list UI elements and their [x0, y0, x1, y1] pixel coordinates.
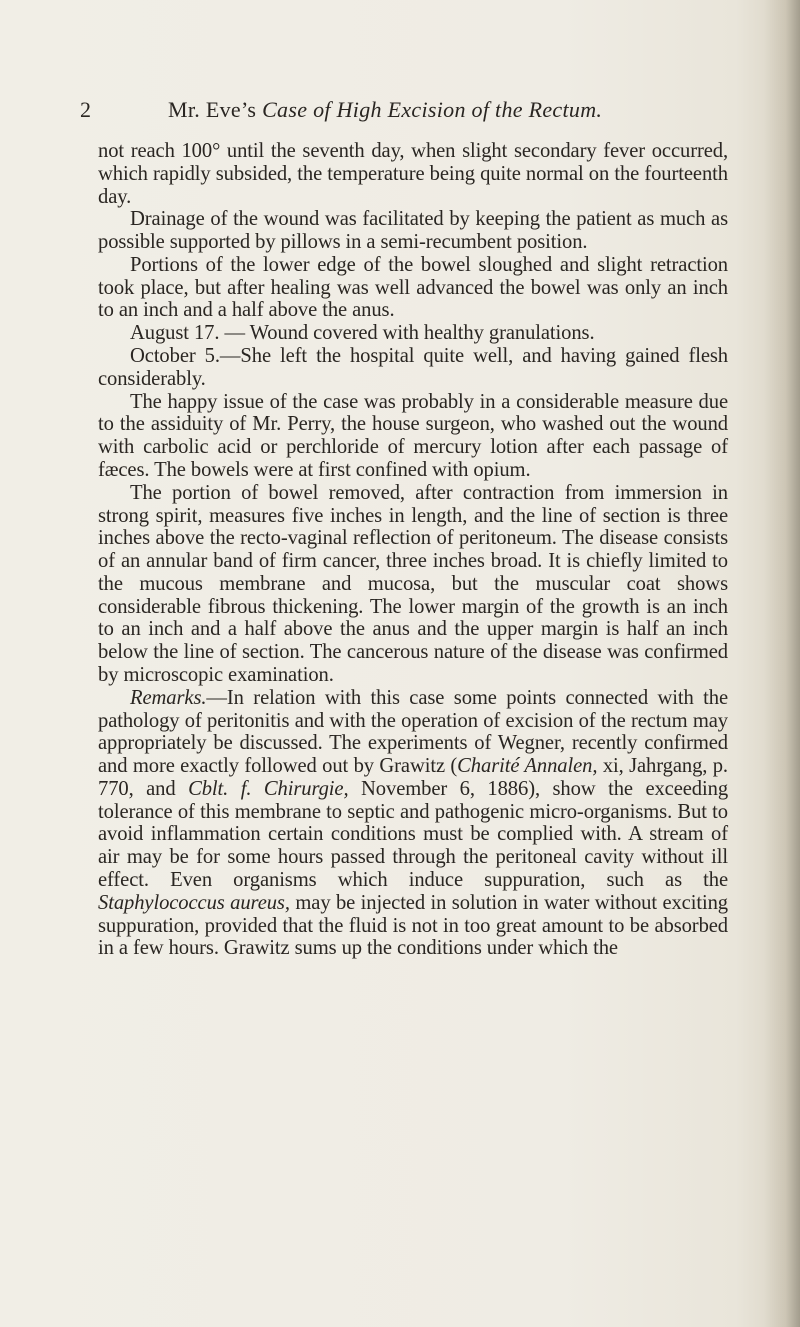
paragraph-happy-issue: The happy issue of the case was probably in a considerable measure due to the assiduity of Mr. Perry, the house surgeon, who washed out the wound with carbolic acid or perchloride of mercury lotion after each passage of fæces. The bowels were at first confined with opium. [98, 390, 728, 481]
body-text [98, 140, 728, 960]
paragraph-remarks [98, 687, 728, 960]
running-header [80, 97, 720, 131]
paragraph-august-17: August 17. — Wound covered with healthy granulations. [130, 322, 595, 345]
remarks-text-b: xi, Jahrgang, p. 770, and [98, 755, 728, 800]
remarks-label: Remarks. [130, 686, 207, 709]
paragraph-october-5: October 5.—She left the hospital quite well, and having gained flesh considerably. [98, 345, 728, 390]
paragraph-sloughing: Portions of the lower edge of the bowel sloughed and slight retraction took place, but after healing was well advanced the bowel was only an inch to an inch and a half above the anus. [98, 253, 728, 322]
citation-charite: Charité Annalen, [457, 755, 598, 778]
remarks-text-c: November 6, 1886), show the exceeding tolerance of this membrane to septic and pathogenic micro-organisms. But to avoid inflammation certain conditions must be complied with. A stream of air may be for some hours passed through the peritoneal cavity without ill effect. Even organisms which induce suppuration, such as the [98, 777, 729, 891]
remarks-text-d: may be injected in solution in water without exciting suppuration, provided that the fluid is not in too great amount to be absorbed in a few hours. Grawitz sums up the conditions under which the [98, 891, 728, 960]
page-edge-shadow [764, 0, 800, 1327]
running-title-author: Mr. Eve’s [168, 97, 257, 122]
organism-staphylococcus: Staphylococcus aureus, [98, 891, 290, 914]
page-number: 2 [80, 97, 92, 122]
paragraph-temperature: not reach 100° until the seventh day, when slight secondary fever occurred, which rapidly subsided, the temperature being quite normal on the fourteenth day. [98, 140, 728, 208]
paragraph-specimen: The portion of bowel removed, after contraction from immersion in strong spirit, measures five inches in length, and the line of section is three inches above the recto-vaginal reflection of peritoneum. The disease consists of an annular band of firm cancer, three inches broad. It is chiefly limited to the mucous membrane and mucosa, but the muscular coat shows considerable fibrous thickening. The lower margin of the growth is an inch to an inch and a half above the anus and the upper margin is half an inch below the line of section. The cancerous nature of the disease was confirmed by microscopic examination. [98, 481, 728, 686]
citation-cblt: Cblt. f. Chirurgie, [188, 777, 349, 800]
running-title-case: Case of High Excision of the Rectum. [262, 97, 603, 122]
running-title [168, 97, 602, 123]
paragraph-drainage: Drainage of the wound was facilitated by keeping the patient as much as possible supported by pillows in a semi-recumbent position. [98, 208, 728, 254]
remarks-text-a: —In relation with this case some points connected with the pathology of peritonitis and with the operation of excision of the rectum may appropriately be discussed. The experiments of Wegner, recently confirmed and more exactly followed out by Grawitz ( [98, 686, 728, 778]
